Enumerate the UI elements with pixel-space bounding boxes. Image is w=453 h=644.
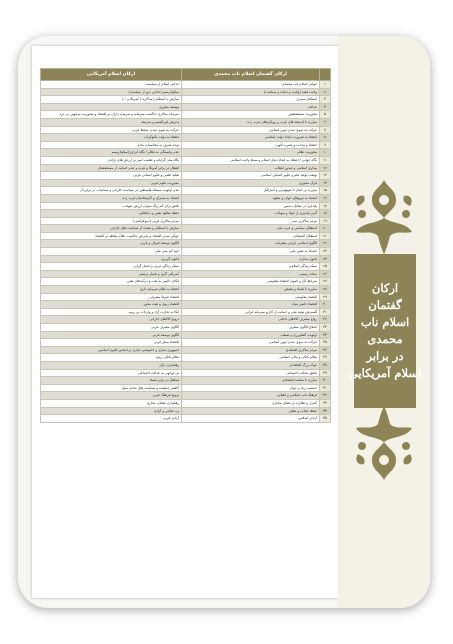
table-row: [41, 392, 331, 400]
row-number: ۲: [320, 88, 331, 96]
table-row: [41, 111, 331, 119]
cell-pure-islam: جمعیت زیاد و جوان: [182, 384, 320, 392]
cell-american-islam: عدم اولویت مسئله فلسطین در سیاست خارجی و مماشات در برابر آن: [41, 187, 182, 195]
cell-american-islam: تقلید علمی و علوم انسانی غربی: [41, 172, 182, 180]
cell-american-islam: حرکت به سوی تمدن منحط غربی: [41, 126, 182, 134]
cell-pure-islam: گریز ناپذیری از جهاد و شهادت: [182, 210, 320, 218]
title-line: اسلام ناب: [360, 315, 410, 329]
row-number: ۱۹: [320, 217, 331, 225]
row-number: ۱: [320, 81, 331, 89]
table-row: [41, 263, 331, 271]
table-row: [41, 103, 331, 111]
table-row: [41, 354, 331, 362]
table-row: [41, 240, 331, 248]
cell-american-islam: خود کم بینی ملی: [41, 248, 182, 256]
row-number: ۴۳: [320, 399, 331, 407]
cell-american-islam: اعتقاد به دولت تکنوکرات: [41, 134, 182, 142]
cell-pure-islam: اعتقاد به ضرورت ایجاد دولت اسلامی: [182, 134, 320, 142]
cell-american-islam: نظام بانکی ربوی: [41, 354, 182, 362]
table-row: [41, 179, 331, 187]
cell-american-islam: قانون گریزی: [41, 255, 182, 263]
cell-american-islam: آزادی غربی: [41, 415, 182, 423]
row-number: ۹: [320, 141, 331, 149]
table-row: [41, 399, 331, 407]
row-number: ۳۳: [320, 324, 331, 332]
side-panel: [338, 36, 430, 608]
cell-pure-islam: شرایط کار و اصول اقتصاد مقاومتی: [182, 278, 320, 286]
table-row: [41, 217, 331, 225]
cell-pure-islam: محوریت مستضعفین: [182, 111, 320, 119]
table-row: [41, 194, 331, 202]
cell-pure-islam: اقتصاد دانش بنیان: [182, 301, 320, 309]
table-row: [41, 141, 331, 149]
table-row: [41, 384, 331, 392]
table-row: [41, 369, 331, 377]
cell-american-islam: سکولاریسم (جدایی دین از سیاست): [41, 88, 182, 96]
ornament-top-icon: [352, 178, 416, 256]
row-number: ۱۳: [320, 172, 331, 180]
table-row: [41, 255, 331, 263]
table-row: [41, 134, 331, 142]
cell-pure-islam: آزادی اسلامی: [182, 415, 320, 423]
cell-american-islam: الگوی مصرف غربی: [41, 324, 182, 332]
cell-american-islam: سبک زندگی غربی و تجمل گرایی: [41, 263, 182, 271]
title-line: در برابر: [366, 349, 404, 363]
cell-pure-islam: کنترل و نظارت بر فضای مجازی: [182, 399, 320, 407]
cell-pure-islam: الگوی اسلامی ایرانی پیشرفت: [182, 240, 320, 248]
cell-pure-islam: تحقق عدالت اجتماعی: [182, 369, 320, 377]
cell-american-islam: سازش با استکبار و تبعیت از سیاست های خارجی: [41, 225, 182, 233]
row-number: ۳۶: [320, 346, 331, 354]
cell-american-islam: سازش با استکبار (مذاکره با آمریکا و ...): [41, 96, 182, 104]
cell-pure-islam: اعتقاد و وحدت و نصرت الهی: [182, 141, 320, 149]
cell-pure-islam: استقلال سیاسی و عزت ملی: [182, 225, 320, 233]
table-row: [41, 293, 331, 301]
cell-american-islam: تلاش برای کم رنگ نمودن ارزش شهادت: [41, 202, 182, 210]
table-row: [41, 407, 331, 415]
cell-american-islam: عدم وابستگی به نظام / نگاه ابزاری/سکولاریسم: [41, 149, 182, 157]
cell-american-islam: بی حجابی و آزادی: [41, 407, 182, 415]
cell-pure-islam: مبارزه با مفاسد اقتصادی: [182, 377, 320, 385]
cell-pure-islam: حفظ حجاب و عفاف: [182, 407, 320, 415]
row-number: ۳۱: [320, 308, 331, 316]
cell-pure-islam: گسترش تولید ملی و حمایت از کار و سرمایه ایرانی: [182, 308, 320, 316]
panel-title: [348, 254, 422, 408]
table-row: [41, 164, 331, 172]
row-number: ۳: [320, 96, 331, 104]
cell-pure-islam: سبک زندگی اسلامی: [182, 263, 320, 271]
cell-pure-islam: بیداری اسلامی و صدور انقلاب: [182, 164, 320, 172]
row-number: ۴۰: [320, 377, 331, 385]
cell-pure-islam: اعتماد به نفس ملی: [182, 248, 320, 256]
row-number: ۶: [320, 118, 331, 126]
table-row: [41, 331, 331, 339]
row-number: ۱۶: [320, 194, 331, 202]
table-row: [41, 81, 331, 89]
cell-american-islam: جمهوری سازی و خصوصی سازی بر اساس قانون اساسی: [41, 346, 182, 354]
cell-american-islam: تساهل در برابر فساد: [41, 377, 182, 385]
table-row: [41, 286, 331, 294]
table-row: [41, 301, 331, 309]
table-row: [41, 156, 331, 164]
table-row: [41, 248, 331, 256]
cell-american-islam: اشرافی گری و تجمل پرستی: [41, 270, 182, 278]
table-row: [41, 415, 331, 423]
table-row: [41, 88, 331, 96]
row-number: ۴۲: [320, 392, 331, 400]
table-row: [41, 126, 331, 134]
table-row: [41, 202, 331, 210]
cell-american-islam: توسعه محوری: [41, 103, 182, 111]
table-row: [41, 346, 331, 354]
row-number: ۳۴: [320, 331, 331, 339]
table-body: [41, 81, 331, 423]
row-number: ۱۱: [320, 156, 331, 164]
cell-american-islam: رهاسازی بازار: [41, 361, 182, 369]
cell-pure-islam: نگاه جهانی / اعتقاد به ایجاد دنیای اسلام و بسط ولایت اسلامی: [182, 156, 320, 164]
cell-american-islam: الگوی توسعه لیبرال و غربی: [41, 240, 182, 248]
row-number: ۲۱: [320, 232, 331, 240]
row-number: ۱۷: [320, 202, 331, 210]
document-page: [32, 46, 338, 598]
cell-pure-islam: جهاد بزرگ اقتصادی: [182, 361, 320, 369]
title-line: ارکان: [371, 281, 399, 295]
cell-american-islam: اتکا به تجارت آزاد و واردات بی رویه: [41, 308, 182, 316]
cell-american-islam: اقتصاد بیمار غربی: [41, 339, 182, 347]
table-row: [41, 316, 331, 324]
row-number: ۵: [320, 111, 331, 119]
row-number: ۲۰: [320, 225, 331, 233]
cell-pure-islam: اولویت کشاورزی و صنعت: [182, 331, 320, 339]
row-number: ۲۶: [320, 270, 331, 278]
cell-american-islam: جهانی شدن اقتصاد و پذیرش حاکمیت نظام سلطه بر اقتصاد: [41, 232, 182, 240]
row-number: ۱۲: [320, 164, 331, 172]
table-row: [41, 339, 331, 347]
cell-pure-islam: استکبار ستیزی: [182, 96, 320, 104]
cell-american-islam: الگوی توسعه غربی: [41, 331, 182, 339]
cell-american-islam: پذیرش لیبرالیسم و مدرنیته: [41, 118, 182, 126]
row-number: ۴: [320, 103, 331, 111]
row-number: ۲۹: [320, 293, 331, 301]
cell-american-islam: اعتماد به مدیران و کارشناسان غرب زده: [41, 194, 182, 202]
cell-pure-islam: فرهنگ ناب اسلامی و انقلابی: [182, 392, 320, 400]
table-row: [41, 210, 331, 218]
table-row: [41, 377, 331, 385]
row-number: ۲۷: [320, 278, 331, 286]
row-number: ۲۳: [320, 248, 331, 256]
table-row: [41, 96, 331, 104]
row-number: ۳۷: [320, 354, 331, 362]
table-row: [41, 278, 331, 286]
cell-pure-islam: قانون مداری: [182, 255, 320, 263]
cell-american-islam: اقتصاد صرفاً مصرفی: [41, 293, 182, 301]
cell-american-islam: مردم سالاری غربی (دموکراسی): [41, 217, 182, 225]
row-number: ۴۵: [320, 415, 331, 423]
cell-american-islam: جدایی اسلام از سیاست: [41, 81, 182, 89]
row-number: ۱۵: [320, 187, 331, 195]
cell-pure-islam: مردم سالاری دینی: [182, 217, 320, 225]
table-row: [41, 187, 331, 195]
cell-american-islam: انفعال در برابر آمریکا و غرب و عدم حمایت از مستضعفان: [41, 164, 182, 172]
cell-pure-islam: قرآن محوری: [182, 179, 320, 187]
cell-pure-islam: رواج مصرف کالاهای داخلی: [182, 316, 320, 324]
cell-american-islam: محوریت علوم غربی: [41, 179, 182, 187]
title-line: محمدی: [367, 332, 403, 346]
table-row: [41, 118, 331, 126]
row-number: ۱۴: [320, 179, 331, 187]
cell-american-islam: نگاه ملی گرایانه و تعصب آمیز بر ارزش های نژادی: [41, 156, 182, 164]
cell-pure-islam: عدالت: [182, 103, 320, 111]
cell-pure-islam: مردم سالاری اقتصادی: [182, 346, 320, 354]
cell-pure-islam: نهضت تولید علم و علوم انسانی اسلامی: [182, 172, 320, 180]
cell-pure-islam: اعتماد به نیروهای جوان و متعهد: [182, 194, 320, 202]
cell-pure-islam: استقلال اقتصادی: [182, 232, 320, 240]
cell-american-islam: اتکای دائمی به نفت و درآمدهای نفتی: [41, 278, 182, 286]
comparison-table: [40, 68, 331, 423]
row-number: ۳۸: [320, 361, 331, 369]
row-number: ۲۸: [320, 286, 331, 294]
cell-american-islam: رهاسازی فضای مجازی: [41, 399, 182, 407]
cell-american-islam: بی توجهی به عدالت اجتماعی: [41, 369, 182, 377]
title-line: گفتمان: [368, 298, 402, 312]
row-number: ۳۵: [320, 339, 331, 347]
cell-pure-islam: ولایت فقیه (ولایت و دیانت و سیاست): [182, 88, 320, 96]
row-number: ۸: [320, 134, 331, 142]
ornament-bottom-icon: [352, 404, 416, 482]
header-american-islam: ارکان اسلام آمریکایی: [41, 69, 182, 81]
cell-american-islam: ترویج فرهنگ غربی: [41, 392, 182, 400]
row-number: ۳۹: [320, 369, 331, 377]
cell-pure-islam: پایداری در مقابل دشمن: [182, 202, 320, 210]
row-number: ۲۵: [320, 263, 331, 271]
table-header-row: [41, 69, 331, 81]
cell-pure-islam: مبارزه با اندیشه های غرب و رویکردهای غرب زده: [182, 118, 320, 126]
table-row: [41, 361, 331, 369]
row-number: ۴۱: [320, 384, 331, 392]
row-number: ۱۰: [320, 149, 331, 157]
cell-pure-islam: نظام بانکی و مالی اسلامی: [182, 354, 320, 362]
cell-american-islam: سرمایه سالاری حاکمیت سرمایه و سرمایه داران بر اقتصاد و محوریت مرفهین بی درد: [41, 111, 182, 119]
cell-pure-islam: ساده زیستی: [182, 270, 320, 278]
cell-american-islam: توجه صرف به محاسبات مادی: [41, 141, 182, 149]
table-row: [41, 324, 331, 332]
cell-pure-islam: محوریت نظام: [182, 149, 320, 157]
cell-pure-islam: اقتصاد مقاومتی: [182, 293, 320, 301]
table-row: [41, 270, 331, 278]
row-number: ۲۲: [320, 240, 331, 248]
cell-pure-islam: جهانی اسلام ناب محمدی: [182, 81, 320, 89]
row-number: ۳۲: [320, 316, 331, 324]
cell-pure-islam: حرکت به سوی تمدن نوین اسلامی: [182, 339, 320, 347]
cell-pure-islam: مبارزه با فساد و تبعیض: [182, 286, 320, 294]
cell-pure-islam: اصلاح الگوی مصرف: [182, 324, 320, 332]
table-row: [41, 308, 331, 316]
title-line: اسلام آمریکایی: [348, 366, 422, 380]
cell-american-islam: حفظ منافع، نفس و دنیاطلبی: [41, 210, 182, 218]
table-row: [41, 149, 331, 157]
header-pure-islam: ارکان گفتمان اسلام ناب محمدی: [182, 69, 320, 81]
cell-pure-islam: مبارزه بی امان با صهیونیزم و اسرائیل: [182, 187, 320, 195]
row-number: ۷: [320, 126, 331, 134]
table-row: [41, 232, 331, 240]
row-number: ۳۰: [320, 301, 331, 309]
row-number: ۴۴: [320, 407, 331, 415]
cell-pure-islam: حرکت به سوی تمدن نوین اسلامی: [182, 126, 320, 134]
table-row: [41, 225, 331, 233]
cell-american-islam: اقتصاد ربوی و نفت محور: [41, 301, 182, 309]
cell-american-islam: ترویج کالاهای خارجی: [41, 316, 182, 324]
header-number: [320, 69, 331, 81]
cell-american-islam: اعتقاد به نظام سرمایه داری: [41, 286, 182, 294]
row-number: ۱۸: [320, 210, 331, 218]
row-number: ۲۴: [320, 255, 331, 263]
table-row: [41, 172, 331, 180]
book-card: [18, 36, 430, 608]
cell-american-islam: کاهش جمعیت و سیاست های تحدید نسل: [41, 384, 182, 392]
